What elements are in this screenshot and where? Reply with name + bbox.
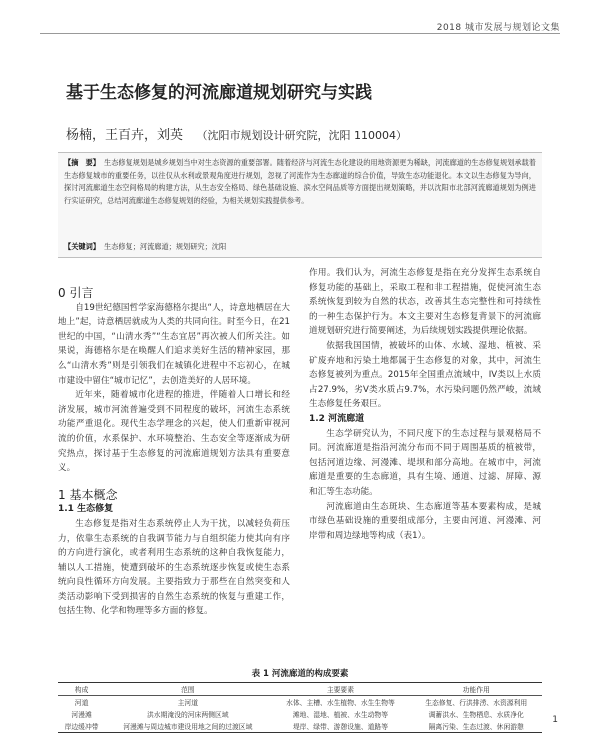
table-cell: 生态修复、行洪排涝、水资源利用: [425, 699, 528, 707]
right-paragraph-2: 依据我国国情，被破坏的山体、水域、湿地、植被、采矿废弃地和污染土地都属于生态修复的对象，其中，河流生态修复被列为重点。2015年全国重点流域中，IV类以上水质占27.9%，劣V类水质占9.7%，水污染问题仍然严峻，流域生态修复任务艰巨。: [309, 340, 541, 410]
abstract-label: 【摘 要】: [64, 158, 100, 167]
table-cell: 隔离污染、生态过渡、休闲游憩: [410, 720, 542, 733]
article-title: 基于生态修复的河流廊道规划研究与实践: [66, 83, 372, 103]
table-row: [58, 696, 542, 709]
table-header-cell: 功能作用: [410, 683, 542, 696]
table-header-row: [58, 683, 542, 696]
section-spacer: [58, 476, 290, 488]
table-cell: 河漫滩: [71, 711, 92, 719]
abstract-box: [58, 152, 542, 258]
affiliation: （沈阳市规划设计研究院，沈阳 110004）: [196, 129, 408, 142]
table-cell: 洪水期淹没的河床两侧区域: [147, 711, 229, 719]
section-1-heading: 1 基本概念: [58, 487, 118, 502]
table-cell: 岸边缓冲带: [58, 720, 105, 733]
table-caption: 表 1 河流廊道的构成要素: [251, 669, 349, 679]
right-column: [309, 266, 541, 543]
keywords-label: 【关键词】: [64, 242, 100, 251]
abstract-text: 生态修复规划是城乡规划当中对生态资源的重要部署。随着经济与河流生态化建设的用地资源更为稀缺，河流廊道的生态修复规划承载着生态修复城市的重要任务，以往仅从水利或景观角度进行规划，忽视了河流作为生态廊道的综合价值，导致生态功能退化。本文以生态修复为导向，探讨河流廊道生态空间格局的构建方法，从生态安全格局、绿色基础设施、滨水空间品质等方面提出规划策略，并以沈阳市北部河流廊道规划为例进行实证研究，总结河流廊道生态修复规划的经验，为相关规划实践提供参考。: [64, 158, 536, 205]
subsection-1-2-heading: 1.2 河流廊道: [309, 413, 365, 424]
table-header-cell: 主要要素: [270, 683, 410, 696]
page-number: 1: [552, 715, 558, 725]
table-row: [58, 720, 542, 733]
right-intro-paragraph: 作用。我们认为，河流生态修复是指在充分发挥生态系统自修复功能的基础上，采取工程和非工程措施，促使河流生态系统恢复到较为自然的状态，改善其生态完整性和可持续性的一种生态保护行为。本文主要对生态修复背景下的河流廊道规划研究进行简要阐述，为后续规划实践提供理论依据。: [309, 268, 541, 337]
intro-paragraph-2: 近年来，随着城市化进程的推进，伴随着人口增长和经济发展，城市河流普遍受到不同程度的破坏，河流生态系统功能严重退化。现代生态学理念的兴起，使人们重新审视河流的价值，水系保护、水环境整治、生态安全等逐渐成为研究热点，探讨基于生态修复的河流廊道规划方法具有重要意义。: [58, 390, 290, 474]
abstract: [64, 157, 536, 207]
author-line: [66, 124, 546, 143]
table-header-cell: 范围: [105, 683, 270, 696]
table-row: [58, 708, 542, 720]
intro-paragraph-1: 自19世纪德国哲学家海德格尔提出“人，诗意地栖居在大地上”起，诗意栖居就成为人类的共同向往。时至今日，在21世纪的中国，“山清水秀”“生态宜居”再次被人们所关注。如果说，海德格尔是在唤醒人们追求美好生活的精神家园，那么“山清水秀”则是引领我们在城镇化进程中不忘初心，在城市建设中留住“城市记忆”，去创造美好的人居环境。: [58, 302, 290, 386]
table-cell: 水体、主槽、水生植物、水生生物等: [286, 699, 395, 707]
table-cell: 主河道: [177, 699, 198, 707]
subsection-1-2-text: 生态学研究认为，不同尺度下的生态过程与景观格局不同。河流廊道是指沿河流分布而不同于周围基质的植被带，包括河道边缘、河漫滩、堤坝和部分高地。在城市中，河流廊道是重要的生态廊道，具有生境、通道、过滤、屏障、源和汇等生态功能。: [309, 428, 541, 497]
table-cell: 河道: [74, 699, 89, 707]
author-names: 杨楠，王百卉，刘英: [66, 128, 184, 143]
table-cell: 调蓄洪水、生物栖息、水质净化: [428, 711, 524, 719]
keywords: [64, 241, 536, 253]
table-cell: 堤岸、绿带、游憩设施、道路等: [270, 720, 410, 733]
running-title: 2018 城市发展与规划论文集: [436, 23, 560, 33]
keywords-text: 生态修复；河流廊道；规划研究；沈阳: [103, 242, 227, 251]
table-1: [58, 667, 542, 733]
table-cell: 河漫滩与周边城市建设用地之间的过渡区域: [105, 720, 270, 733]
intro-heading: 0 引言: [58, 286, 94, 300]
table-header-cell: 构成: [58, 683, 105, 696]
right-paragraph-3: 河流廊道由生态斑块、生态廊道等基本要素构成，是城市绿色基础设施的重要组成部分，主要由河道、河漫滩、河岸带和周边绿地等构成（表1）。: [309, 501, 541, 541]
table-cell: 滩地、湿地、植被、水生动物等: [292, 711, 389, 719]
subsection-1-1-heading: 1.1 生态修复: [58, 504, 114, 515]
left-column: [58, 286, 290, 619]
composition-table: [58, 682, 542, 733]
subsection-1-1-text: 生态修复是指对生态系统停止人为干扰，以减轻负荷压力，依靠生态系统的自我调节能力与自组织能力使其向有序的方向进行演化，或者利用生态系统的这种自我恢复能力，辅以人工措施，使遭到破坏的生态系统逐步恢复或使生态系统向良性循环方向发展。主要指致力于那些在自然突变和人类活动影响下受到损害的自然生态系统的恢复与重建工作，包括生物、化学和物理等多方面的修复。: [58, 518, 290, 617]
header-rule: [40, 33, 560, 34]
